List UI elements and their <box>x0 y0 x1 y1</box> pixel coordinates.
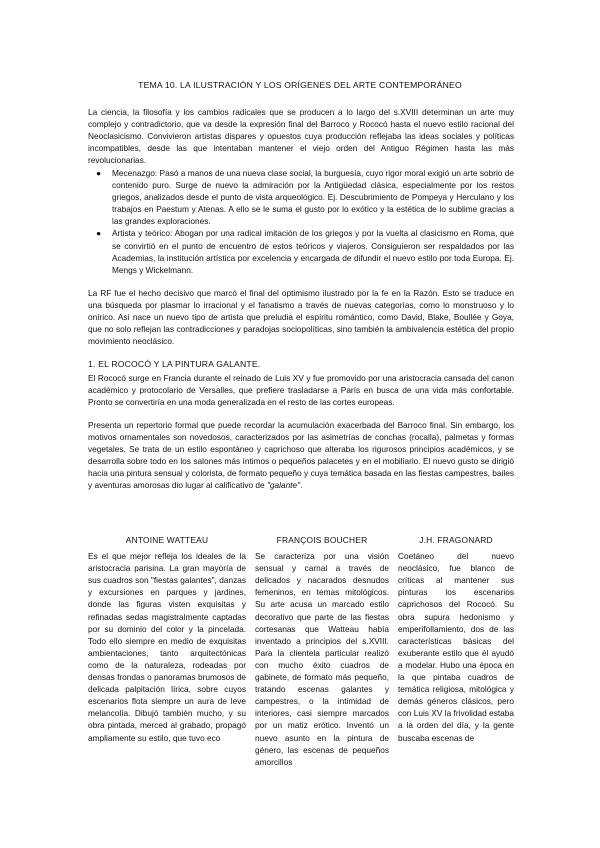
page-title: TEMA 10. LA ILUSTRACIÓN Y LOS ORÍGENES DEL ARTE CONTEMPORÁNEO <box>138 80 462 90</box>
artist-name: J.H. FRAGONARD <box>419 535 493 545</box>
rococo-text-main: Presenta un repertorio formal que puede recordar la acumulación exacerbada del Barroco final. Sin embargo, los motivos ornamentales son novedosos, caracterizados por las asimetrías de conchas (rocalla), palmetas y formas vegetales. Se trata de un estilo espontáneo y caprichoso que alteraba los rigurosos principios académicos, y se desarrolla sobre todo en los salones más íntimos o pequeños palacetes y en el mobiliario. El nuevo gusto se dirigió hacia una pintura sensual y colorista, de formato pequeño y cuya temática basada en las fiestas campestres, bailes y aventuras amorosas dio lugar al calificativo de <box>88 420 514 491</box>
artist-column-fragonard <box>398 534 514 744</box>
artist-column-watteau <box>88 534 246 744</box>
rococo-text-end: . <box>300 480 303 491</box>
list-item <box>92 167 514 227</box>
list-item <box>92 227 514 275</box>
rf-paragraph: La RF fue el hecho decisivo que marcó el final del optimismo ilustrado por la fe en la Razón. Esto se traduce en una búsqueda por plasmar lo irracional y el fanatismo a través de nuevas categorías, como lo monstruoso y lo onírico. Así nace un nuevo tipo de artista que preludia el espíritu romántico, como David, Blake, Boullée y Goya, que no solo reflejan las contradicciones y paradojas sociopolíticas, sino también la ambivalencia estética del propio movimiento neoclásico. <box>88 288 514 347</box>
artist-description: Es el que mejor refleja los ideales de la aristocracia parisina. La gran mayoría de sus cuadros son "fiestas galantes", danzas y excursiones en parques y jardines, donde las figuras visten exquisitas y refinadas sedas magistralmente captadas por su dominio del color y la pincelada. Todo ello siempre en medio de exquisitas ambientaciones, tanto arquitectónicas como de la naturaleza, rodeadas por densas frondas o panoramas brumosos de delicada palpitación lírica, sobre cuyos escenarios flota siempre un aura de leve melancolía. Dibujó también mucho, y su obra pintada, merced al grabado, propagó ampliamente su estilo, que tuvo eco <box>88 551 246 743</box>
rococo-ornament-paragraph <box>88 419 514 492</box>
galante-term: "galante" <box>266 480 301 491</box>
bullet-list <box>92 167 514 276</box>
artist-description: Se caracteriza por una visión sensual y carnal a través de delicados y nacarados desnudos femeninos, en temas mitológicos. Su arte acusa un marcado estilo decorativo que parte de las fiestas cortesanas que Watteau había inventado a principios del s.XVIII. Para la clientela particular realizó con mucho éxito cuadros de gabinete, de formato más pequeño, tratando escenas galantes y campestres, o la intimidad de interiores, casi siempre marcados por un matiz erótico. Inventó un nuevo asunto en la pintura de género, las escenas de pequeños amorcillos <box>255 551 389 767</box>
bullet-text-mecenazgo: Mecenazgo: Pasó a manos de una nueva clase social, la burguesía, cuyo rigor moral exigió un arte sobrio de contenido puro. Surge de nuevo la admiración por la Antigüedad clásica, especialmente por los restos griegos, analizados desde el punto de vista arqueológico. Ej. Descubrimiento de Pompeya y Herculano y los trabajos en Paestum y Atenas. A ello se le suma el gusto por lo exótico y la estética de lo sublime gracias a las grandes exploraciones. <box>112 168 514 227</box>
section-heading: 1. EL ROCOCÓ Y LA PINTURA GALANTE. <box>88 359 261 369</box>
bullet-text-artista: Artista y teórico: Abogan por una radical imitación de los griegos y por la vuelta al clasicismo en Roma, que se convirtió en el punto de encuentro de estos teóricos y viajeros. Consiguieron ser respaldados por las Academias, la institución artística por excelencia y encargada de difundir el nuevo estilo por toda Europa. Ej. Mengs y Wickelmann. <box>112 228 514 275</box>
artist-description: Coetáneo del nuevo neoclásico, fue blanco de críticas al mantener sus pinturas los escenarios caprichosos del Rococó. Su obra supura hedonismo y emperifollamiento, dos de las características básicas del exuberante estilo que él ayudó a modelar. Hubo una época en la que pintaba cuadros de temática religiosa, mitológica y demás géneros clásicos, pero con Luis XV la frivolidad estaba a la orden del día, y la gente buscaba escenas de <box>398 551 514 743</box>
rococo-paragraph: El Rococó surge en Francia durante el reinado de Luis XV y fue promovido por una aristocracia cansada del canon académico y protocolario de Versalles, que prefiere trasladarse a París en busca de una vida más confortable. Pronto se convertiría en una moda generalizada en el resto de las cortes europeas. <box>88 373 514 408</box>
bullet-dot-icon: ● <box>96 168 102 178</box>
artist-column-boucher <box>255 534 389 768</box>
artist-name: FRANÇOIS BOUCHER <box>276 535 368 545</box>
artist-name: ANTOINE WATTEAU <box>125 535 209 545</box>
intro-paragraph: La ciencia, la filosofía y los cambios radicales que se producen a lo largo del s.XVIII determinan un arte muy complejo y contradictorio, que va desde la expresión final del Barroco y Rococó hasta el nuevo estilo racional del Neoclasicismo. Convivieron artistas dispares y opuestos cuya producción reflejaba las ideas sociales y políticas incompatibles, desde las que intentaban mantener el viejo orden del Antiguo Régimen hasta las más revolucionarias. <box>88 107 514 166</box>
bullet-dot-icon: ● <box>96 228 102 239</box>
